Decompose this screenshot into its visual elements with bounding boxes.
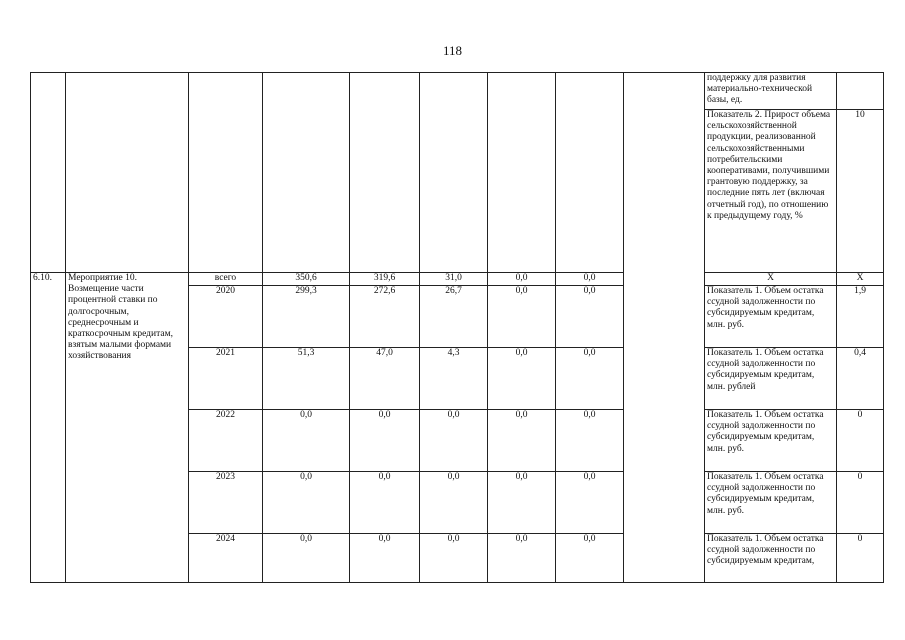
total-cell: 299,3 <box>263 286 350 348</box>
col3-cell: 0,0 <box>420 410 488 472</box>
executor-cell <box>624 73 705 583</box>
indicator-text: Показатель 1. Объем остатка ссудной задолженности по субсидируемым кредитам, млн. руб. <box>705 286 837 348</box>
year-cell: 2020 <box>189 286 263 348</box>
indicator-text: Показатель 1. Объем остатка ссудной задолженности по субсидируемым кредитам, млн. руб. <box>705 410 837 472</box>
year-cell-empty <box>189 73 263 273</box>
page-number: 118 <box>442 43 463 58</box>
indicator-value: 0 <box>837 534 884 583</box>
year-cell: 2024 <box>189 534 263 583</box>
total-cell: 0,0 <box>263 472 350 534</box>
col3-cell-empty <box>420 73 488 273</box>
year-cell: 2022 <box>189 410 263 472</box>
col3-cell: 4,3 <box>420 348 488 410</box>
year-cell: 2023 <box>189 472 263 534</box>
col5-cell: 0,0 <box>556 286 624 348</box>
col4-cell: 0,0 <box>488 410 556 472</box>
col4-cell: 0,0 <box>488 348 556 410</box>
indicator-text: Показатель 2. Прирост объема сельскохозяйственной продукции, реализованной сельскохозяйственными потребительскими кооперативами, получившими грантовую поддержку, за последние пять лет (включая отчетный год), по отношению к предыдущему году, % <box>705 110 837 273</box>
col2-cell: 0,0 <box>350 472 420 534</box>
budget-table <box>30 72 884 583</box>
indicator-text: Показатель 1. Объем остатка ссудной задолженности по субсидируемым кредитам, <box>705 534 837 583</box>
indicator-text: Показатель 1. Объем остатка ссудной задолженности по субсидируемым кредитам, млн. рублей <box>705 348 837 410</box>
col2-cell: 319,6 <box>350 273 420 286</box>
measure-code: 6.10. <box>31 273 66 583</box>
year-cell: 2021 <box>189 348 263 410</box>
total-cell: 0,0 <box>263 410 350 472</box>
name-cell-empty <box>66 73 189 273</box>
continuation-row-1 <box>31 73 884 110</box>
col4-cell: 0,0 <box>488 273 556 286</box>
indicator-value-empty <box>837 73 884 110</box>
total-cell: 0,0 <box>263 534 350 583</box>
indicator-text: X <box>705 273 837 286</box>
indicator-text: Показатель 1. Объем остатка ссудной задолженности по субсидируемым кредитам, млн. руб. <box>705 472 837 534</box>
col5-cell: 0,0 <box>556 348 624 410</box>
col2-cell: 272,6 <box>350 286 420 348</box>
indicator-value: 0 <box>837 472 884 534</box>
col2-cell: 47,0 <box>350 348 420 410</box>
col5-cell: 0,0 <box>556 410 624 472</box>
col4-cell-empty <box>488 73 556 273</box>
indicator-value: 10 <box>837 110 884 273</box>
col5-cell: 0,0 <box>556 472 624 534</box>
total-cell-empty <box>263 73 350 273</box>
col2-cell: 0,0 <box>350 534 420 583</box>
year-cell: всего <box>189 273 263 286</box>
col4-cell: 0,0 <box>488 472 556 534</box>
col3-cell: 26,7 <box>420 286 488 348</box>
indicator-value: 0 <box>837 410 884 472</box>
indicator-value: 0,4 <box>837 348 884 410</box>
code-cell-empty <box>31 73 66 273</box>
measure-name: Мероприятие 10. Возмещение части процентной ставки по долгосрочным, среднесрочным и краткосрочным кредитам, взятым малыми формами хозяйствования <box>66 273 189 583</box>
col3-cell: 31,0 <box>420 273 488 286</box>
total-cell: 350,6 <box>263 273 350 286</box>
col2-cell-empty <box>350 73 420 273</box>
indicator-value: 1,9 <box>837 286 884 348</box>
col4-cell: 0,0 <box>488 286 556 348</box>
col3-cell: 0,0 <box>420 472 488 534</box>
col3-cell: 0,0 <box>420 534 488 583</box>
table-row <box>31 273 884 286</box>
col5-cell: 0,0 <box>556 534 624 583</box>
col5-cell: 0,0 <box>556 273 624 286</box>
col2-cell: 0,0 <box>350 410 420 472</box>
total-cell: 51,3 <box>263 348 350 410</box>
indicator-value: X <box>837 273 884 286</box>
col5-cell-empty <box>556 73 624 273</box>
indicator-text: поддержку для развития материально-технической базы, ед. <box>705 73 837 110</box>
col4-cell: 0,0 <box>488 534 556 583</box>
